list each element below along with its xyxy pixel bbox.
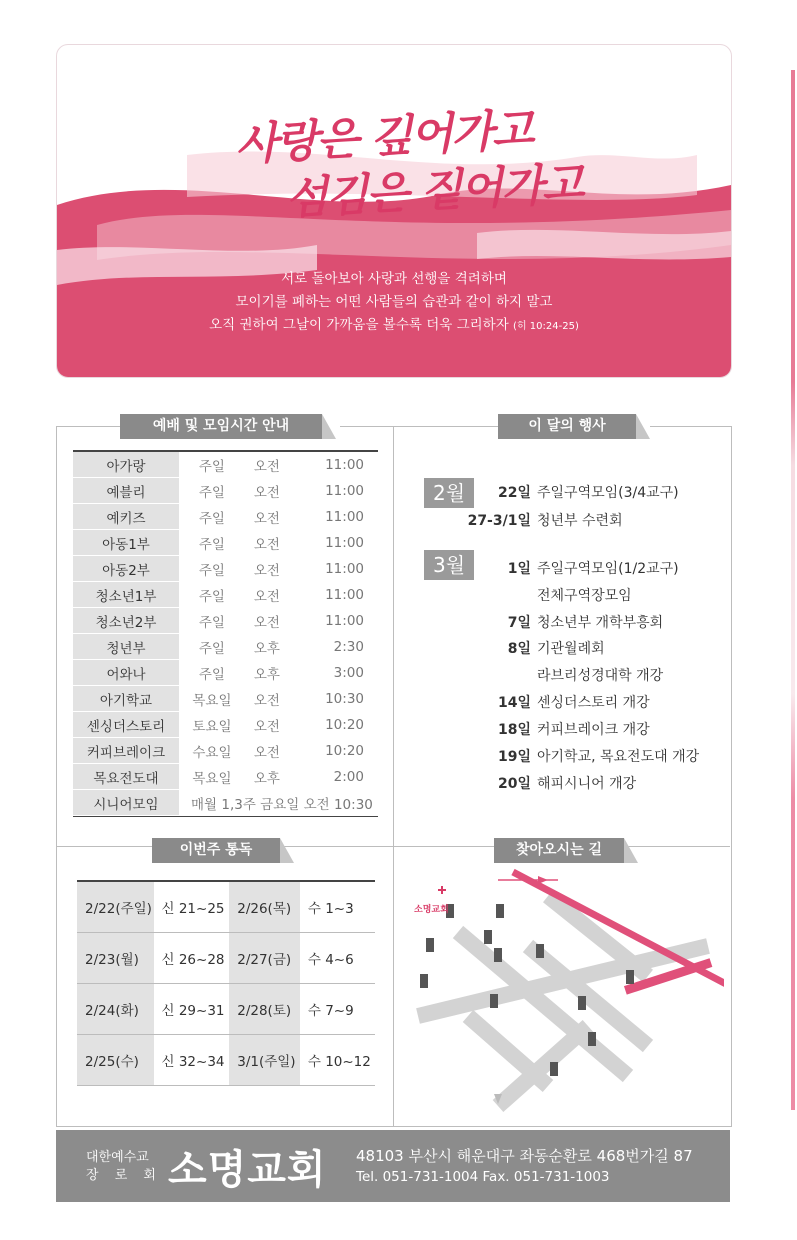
schedule-day: 주일 [179, 452, 245, 478]
event-text: 해피시니어 개강 [537, 776, 637, 792]
reading-row [77, 882, 375, 933]
schedule-ampm: 오전 [245, 504, 289, 530]
schedule-day: 주일 [179, 608, 245, 634]
schedule-name: 센싱더스토리 [73, 712, 179, 738]
worship-schedule-table [73, 452, 378, 816]
denomination-line1: 대한예수교 [86, 1150, 149, 1165]
schedule-row [73, 452, 378, 478]
schedule-name: 예키즈 [73, 504, 179, 530]
schedule-time: 11:00 [289, 556, 378, 582]
schedule-time: 10:20 [289, 712, 378, 738]
event-day: 14일 [497, 695, 531, 711]
event-text: 청소년부 개학부흥회 [537, 615, 664, 631]
event-item [537, 585, 632, 605]
reading-passage: 수 10~12 [300, 1035, 375, 1086]
schedule-day: 주일 [179, 530, 245, 556]
event-item [497, 719, 650, 739]
schedule-ampm: 오전 [245, 712, 289, 738]
schedule-time: 11:00 [289, 478, 378, 504]
schedule-name: 목요전도대 [73, 764, 179, 790]
event-text: 센싱더스토리 개강 [537, 695, 650, 711]
event-text: 청년부 수련회 [537, 513, 623, 529]
schedule-time: 2:30 [289, 634, 378, 660]
event-item [497, 482, 679, 502]
schedule-time: 11:00 [289, 452, 378, 478]
reading-top-rule [77, 880, 375, 882]
banner [56, 44, 732, 378]
reading-date: 2/22(주일) [77, 882, 154, 933]
schedule-time: 10:20 [289, 738, 378, 764]
event-day: 8일 [507, 641, 531, 657]
schedule-time: 10:30 [289, 686, 378, 712]
schedule-ampm: 오전 [245, 452, 289, 478]
event-item [507, 558, 679, 578]
event-day: 18일 [497, 722, 531, 738]
schedule-row [73, 504, 378, 530]
map-church-label: 소명교회 [414, 905, 449, 915]
schedule-name: 청소년1부 [73, 582, 179, 608]
schedule-ampm: 오전 [245, 686, 289, 712]
event-text: 주일구역모임(1/2교구) [537, 561, 679, 577]
frame-top-left [56, 426, 124, 427]
event-text: 라브리성경대학 개강 [537, 668, 664, 684]
schedule-time: 매월 1,3주 금요일 오전 10:30 [179, 790, 378, 816]
event-day: 1일 [507, 561, 531, 577]
event-item [507, 638, 605, 658]
schedule-row [73, 764, 378, 790]
month-badge-mar: 3월 [424, 550, 474, 580]
schedule-row [73, 478, 378, 504]
event-item [507, 612, 664, 632]
month-badge-feb: 2월 [424, 478, 474, 508]
schedule-name: 청소년2부 [73, 608, 179, 634]
schedule-day: 주일 [179, 478, 245, 504]
verse-line2: 모이기를 폐하는 어떤 사람들의 습관과 같이 하지 말고 [235, 294, 553, 310]
map-title: 찾아오시는 길 [494, 838, 624, 863]
reading-passage: 신 26~28 [154, 933, 230, 984]
address: 48103 부산시 해운대구 좌동순환로 468번가길 87 [356, 1147, 693, 1165]
schedule-time: 3:00 [289, 660, 378, 686]
reading-date: 2/23(월) [77, 933, 154, 984]
schedule-top-rule [73, 450, 378, 452]
schedule-row [73, 556, 378, 582]
reading-date: 2/26(목) [229, 882, 300, 933]
schedule-ampm: 오후 [245, 634, 289, 660]
event-item [537, 665, 663, 685]
frame-top-right [650, 426, 731, 427]
schedule-row [73, 582, 378, 608]
schedule-row [73, 530, 378, 556]
church-cross-icon [438, 886, 446, 894]
schedule-time: 11:00 [289, 582, 378, 608]
event-text: 아기학교, 목요전도대 개강 [537, 749, 700, 765]
reading-passage: 수 7~9 [300, 984, 375, 1035]
schedule-day: 목요일 [179, 686, 245, 712]
reading-date: 3/1(주일) [229, 1035, 300, 1086]
schedule-name: 커피브레이크 [73, 738, 179, 764]
schedule-row [73, 686, 378, 712]
event-day: 19일 [497, 749, 531, 765]
frame-divider-vertical [393, 426, 394, 1126]
reading-date: 2/24(화) [77, 984, 154, 1035]
event-text: 기관월례회 [537, 641, 605, 657]
reading-passage: 수 4~6 [300, 933, 375, 984]
schedule-ampm: 오후 [245, 660, 289, 686]
events-title: 이 달의 행사 [498, 414, 636, 439]
schedule-day: 목요일 [179, 764, 245, 790]
schedule-time: 11:00 [289, 608, 378, 634]
event-text: 전체구역장모임 [537, 588, 632, 604]
schedule-name: 아가랑 [73, 452, 179, 478]
schedule-day: 주일 [179, 660, 245, 686]
schedule-day: 토요일 [179, 712, 245, 738]
reading-passage: 신 21~25 [154, 882, 230, 933]
schedule-row [73, 660, 378, 686]
reading-passage: 신 32~34 [154, 1035, 230, 1086]
reading-date: 2/25(수) [77, 1035, 154, 1086]
reading-title: 이번주 통독 [152, 838, 280, 863]
event-day: 7일 [507, 615, 531, 631]
schedule-bottom-rule [73, 816, 378, 817]
schedule-time: 11:00 [289, 504, 378, 530]
schedule-ampm: 오전 [245, 530, 289, 556]
schedule-name: 아기학교 [73, 686, 179, 712]
schedule-row [73, 634, 378, 660]
event-day: 27-3/1일 [467, 513, 531, 529]
schedule-ampm: 오전 [245, 478, 289, 504]
schedule-row [73, 738, 378, 764]
slogan-line2: 섬김은 짙어가고 [284, 158, 584, 225]
event-day: 22일 [497, 485, 531, 501]
schedule-day: 주일 [179, 504, 245, 530]
schedule-ampm: 오전 [245, 556, 289, 582]
reading-row [77, 984, 375, 1035]
schedule-row [73, 712, 378, 738]
schedule-time: 11:00 [289, 530, 378, 556]
bible-reading-table [77, 882, 375, 1086]
schedule-day: 주일 [179, 634, 245, 660]
schedule-ampm: 오전 [245, 738, 289, 764]
reading-passage: 신 29~31 [154, 984, 230, 1035]
verse-text: 오직 권하여 그날이 가까움을 볼수록 더욱 그리하자 [209, 317, 509, 333]
event-text: 커피브레이크 개강 [537, 722, 650, 738]
schedule-ampm: 오전 [245, 582, 289, 608]
verse-line3 [57, 313, 731, 333]
event-item [467, 510, 623, 530]
reading-date: 2/28(토) [229, 984, 300, 1035]
schedule-name: 아동2부 [73, 556, 179, 582]
reading-row [77, 933, 375, 984]
footer [56, 1130, 730, 1202]
event-item [497, 692, 650, 712]
event-day: 20일 [497, 776, 531, 792]
church-name: 소명교회 [168, 1147, 327, 1193]
location-map [398, 866, 724, 1116]
schedule-name: 청년부 [73, 634, 179, 660]
schedule-name: 예블리 [73, 478, 179, 504]
edge-stripe [791, 70, 795, 1110]
reading-row [77, 1035, 375, 1086]
schedule-day: 주일 [179, 556, 245, 582]
contact: Tel. 051-731-1004 Fax. 051-731-1003 [356, 1169, 610, 1185]
schedule-ampm: 오후 [245, 764, 289, 790]
slogan-line1: 사랑은 깊어가고 [234, 104, 534, 171]
denomination-line2: 장 로 회 [86, 1168, 162, 1183]
reading-date: 2/27(금) [229, 933, 300, 984]
worship-title: 예배 및 모임시간 안내 [120, 414, 322, 439]
schedule-name: 시니어모임 [73, 790, 179, 816]
frame-top-mid [340, 426, 500, 427]
schedule-day: 수요일 [179, 738, 245, 764]
event-text: 주일구역모임(3/4교구) [537, 485, 679, 501]
reading-passage: 수 1~3 [300, 882, 375, 933]
verse-line1: 서로 돌아보아 사랑과 선행을 격려하며 [281, 271, 507, 287]
event-item [497, 773, 637, 793]
event-item [497, 746, 700, 766]
schedule-name: 어와나 [73, 660, 179, 686]
schedule-row [73, 608, 378, 634]
verse-reference: (히 10:24-25) [513, 321, 579, 332]
schedule-day: 주일 [179, 582, 245, 608]
schedule-name: 아동1부 [73, 530, 179, 556]
schedule-row [73, 790, 378, 816]
schedule-ampm: 오전 [245, 608, 289, 634]
schedule-time: 2:00 [289, 764, 378, 790]
